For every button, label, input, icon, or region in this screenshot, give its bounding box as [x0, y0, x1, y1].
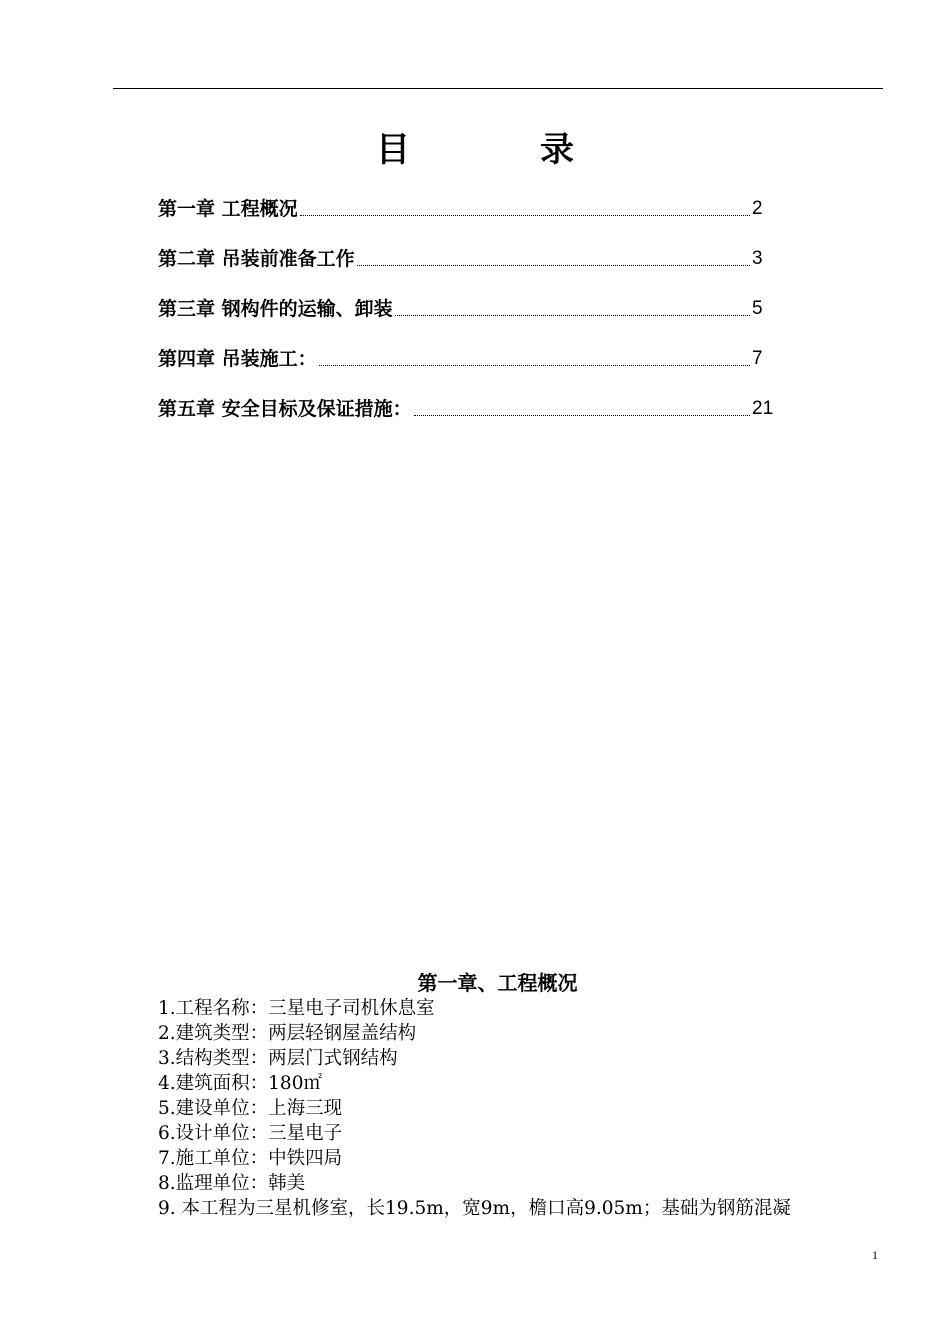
list-item: 6.设计单位：三星电子: [158, 1123, 343, 1144]
project-info-list: [158, 996, 898, 1221]
toc-leader: [357, 264, 750, 266]
list-item: 9. 本工程为三星机修室，长19.5m，宽9m，檐口高9.05m；基础为钢筋混凝: [158, 1198, 791, 1219]
header-rule: [113, 88, 883, 89]
toc-entry-page: 5: [752, 298, 763, 319]
list-item: 5.建设单位：上海三现: [158, 1098, 343, 1119]
list-item: 8.监理单位：韩美: [158, 1173, 306, 1194]
list-item: 2.建筑类型：两层轻钢屋盖结构: [158, 1023, 417, 1044]
toc-leader: [414, 414, 750, 416]
toc-leader: [300, 214, 750, 216]
list-item: 3.结构类型：两层门式钢结构: [158, 1048, 398, 1069]
toc-entry[interactable]: [158, 272, 778, 322]
toc-leader: [395, 314, 750, 316]
toc-entry-label: 第五章 安全目标及保证措施：: [158, 398, 412, 420]
toc-entry-page: 2: [752, 198, 763, 219]
table-of-contents: [158, 172, 778, 422]
list-item: 4.建筑面积：180㎡: [158, 1073, 322, 1094]
toc-entry-label: 第一章 工程概况: [158, 198, 298, 220]
toc-entry[interactable]: [158, 172, 778, 222]
list-item: 7.施工单位：中铁四局: [158, 1148, 343, 1169]
toc-entry-label: 第三章 钢构件的运输、卸装: [158, 298, 393, 320]
toc-entry-label: 第四章 吊装施工：: [158, 348, 317, 370]
toc-entry-page: 3: [752, 248, 763, 269]
toc-entry[interactable]: [158, 322, 778, 372]
toc-entry-label: 第二章 吊装前准备工作: [158, 248, 355, 270]
chapter-heading: 第一章、工程概况: [417, 971, 578, 995]
page-number: 1: [872, 1248, 878, 1262]
toc-entry-page: 21: [752, 398, 774, 419]
list-item: 1.工程名称：三星电子司机休息室: [158, 998, 435, 1019]
toc-entry[interactable]: [158, 372, 778, 422]
toc-entry[interactable]: [158, 222, 778, 272]
toc-leader: [319, 364, 750, 366]
toc-title: 目 录: [376, 130, 622, 170]
toc-entry-page: 7: [752, 348, 763, 369]
